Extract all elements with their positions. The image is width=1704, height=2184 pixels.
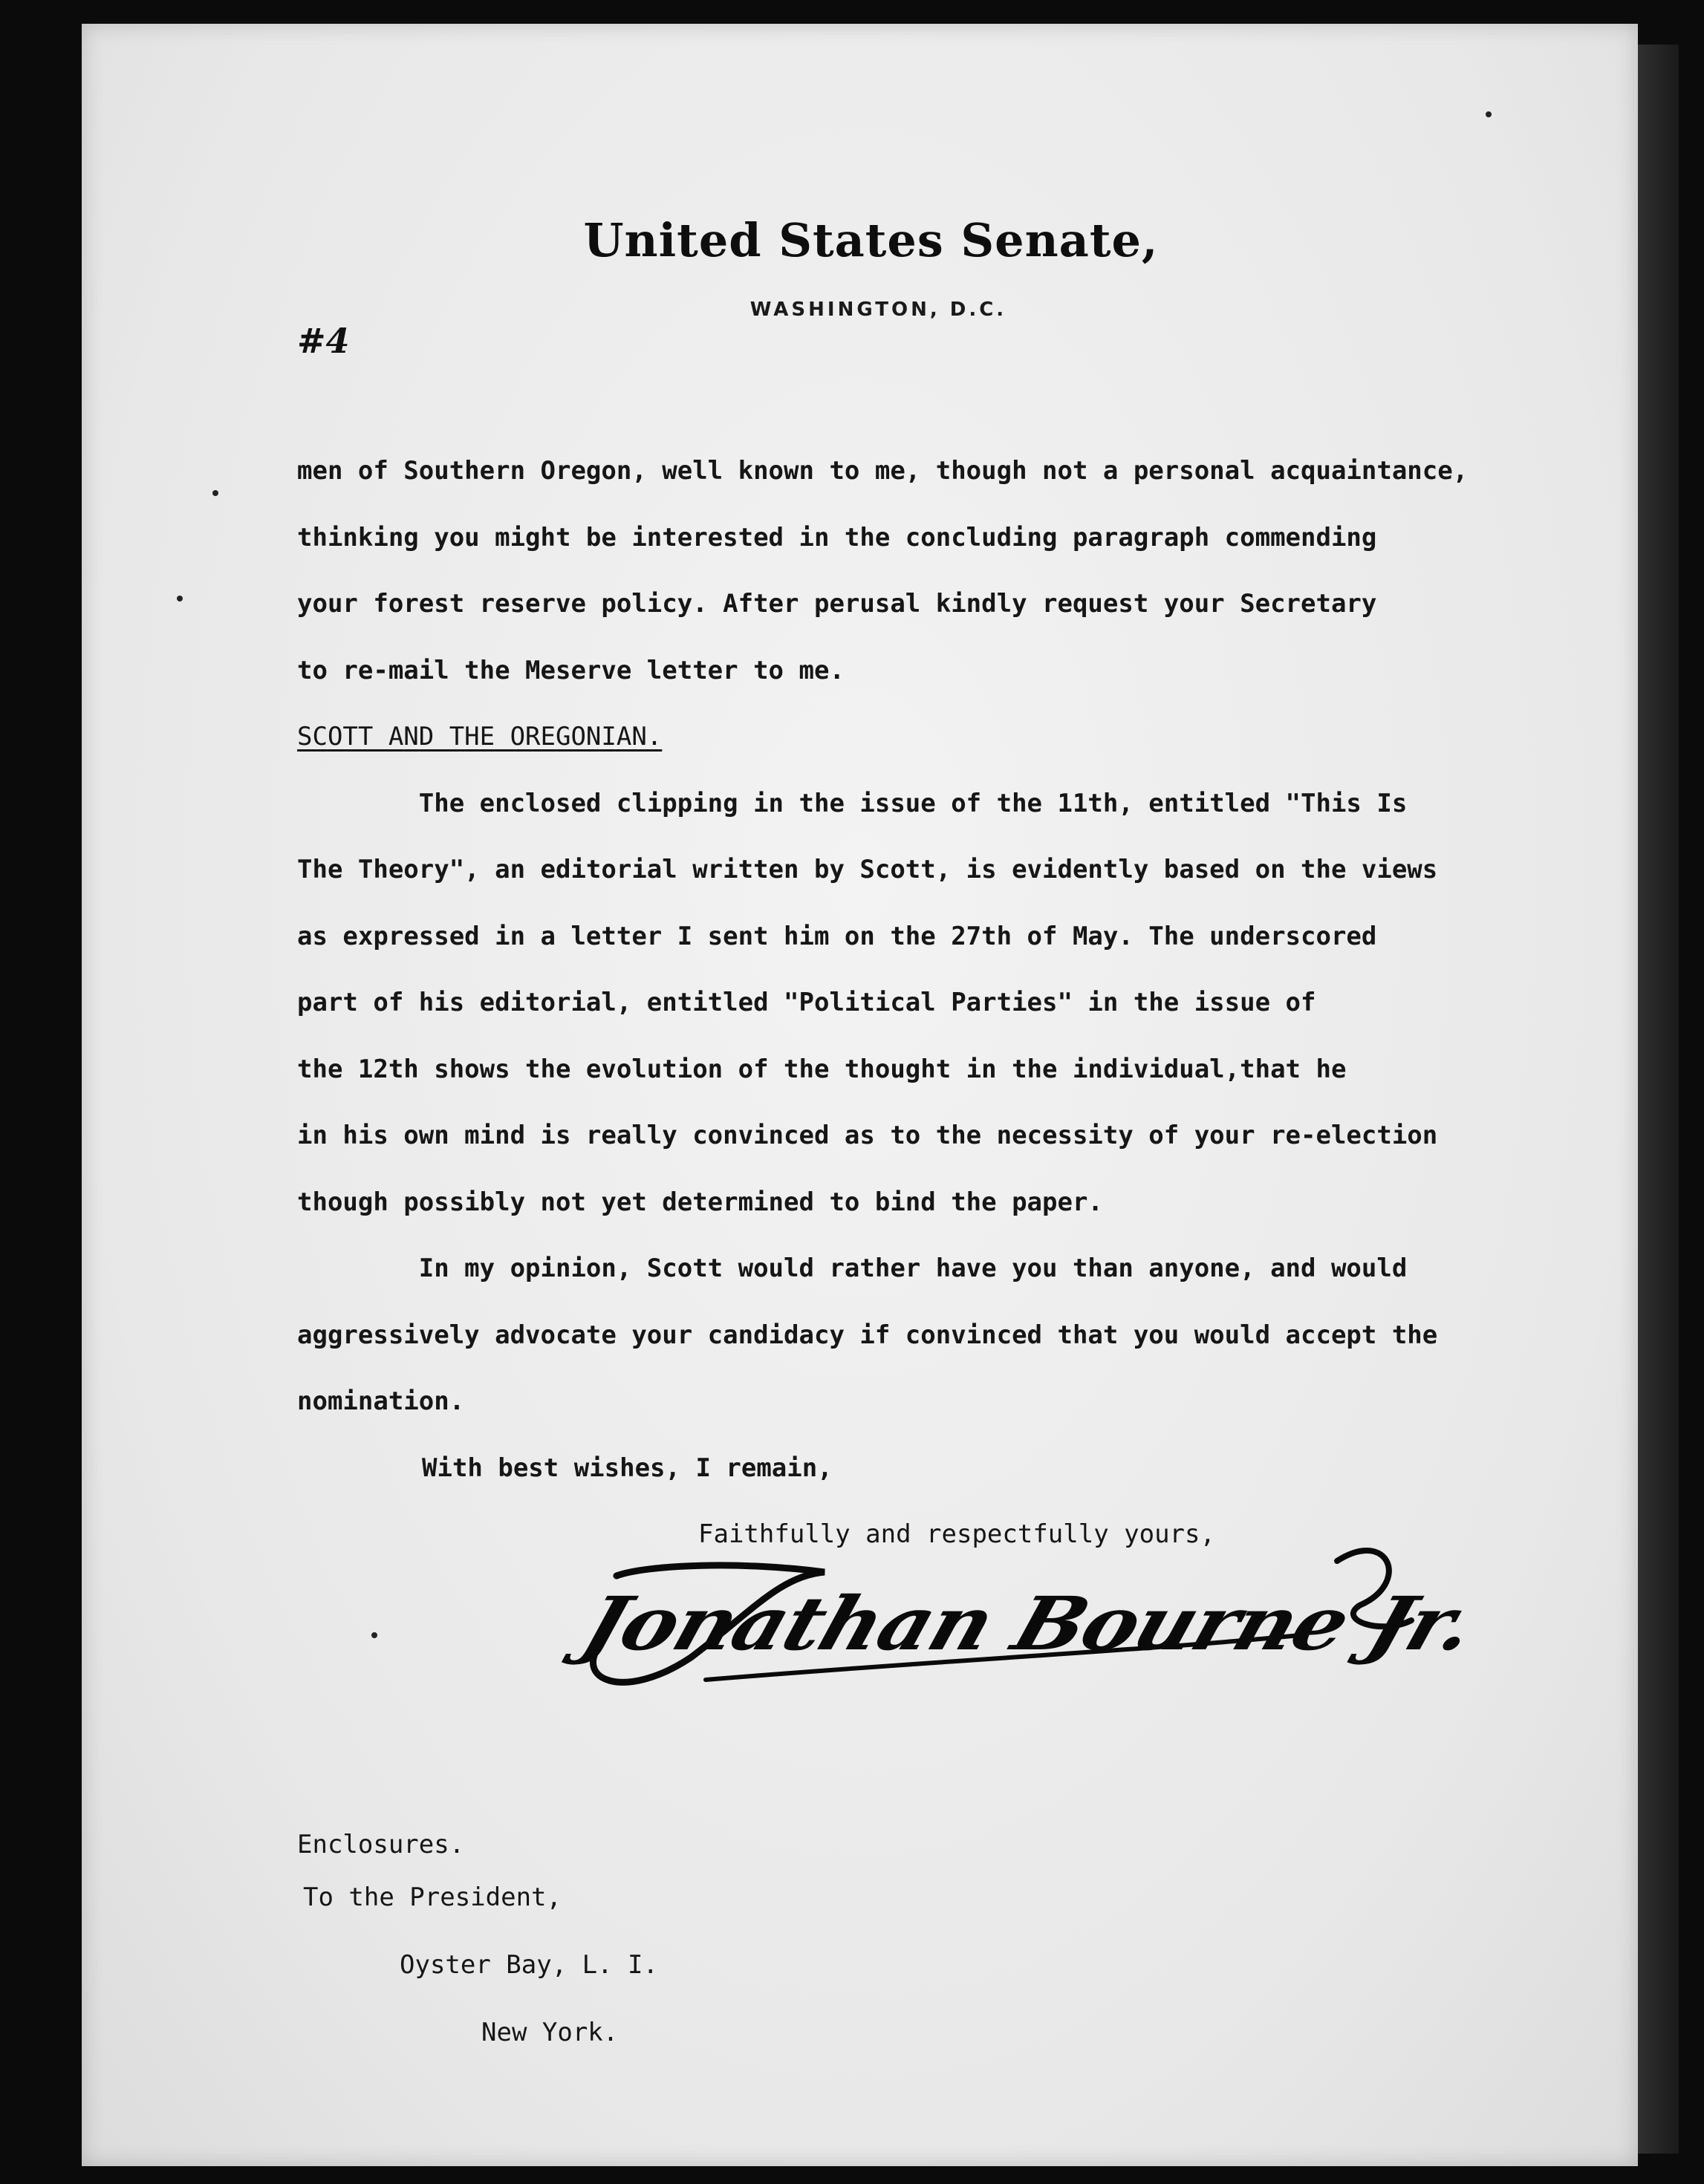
scan-speck [177, 596, 183, 602]
closing-line: With best wishes, I remain, [422, 1453, 833, 1483]
paragraph-2-line-1: The enclosed clipping in the issue of the 11th, entitled "This Is [297, 789, 1408, 818]
signature-text: Jonathan Bourne Jr. [573, 1580, 1485, 1667]
valediction: Faithfully and respectfully yours, [698, 1519, 1215, 1549]
paragraph-2-line-4: part of his editorial, entitled "Political Parties" in the issue of [297, 988, 1316, 1017]
paragraph-1-line-1: men of Southern Oregon, well known to me, though not a personal acquaintance, [297, 456, 1469, 486]
paragraph-2-line-6: in his own mind is really convinced as to the necessity of your re-election [297, 1121, 1438, 1150]
address-line-1: To the President, [303, 1883, 562, 1912]
letter-page [82, 24, 1638, 2166]
scan-speck [371, 1632, 377, 1638]
letterhead-location: WASHINGTON, D.C. [749, 299, 1007, 321]
address-line-2: Oyster Bay, L. I. [400, 1950, 658, 1980]
paragraph-2-line-7: though possibly not yet determined to bind the paper. [297, 1187, 1103, 1217]
paragraph-2-line-3: as expressed in a letter I sent him on the 27th of May. The underscored [297, 922, 1377, 951]
paragraph-2-line-2: The Theory", an editorial written by Scott, is evidently based on the views [297, 855, 1438, 884]
paragraph-3-line-3: nomination. [297, 1386, 465, 1416]
paragraph-2-line-5: the 12th shows the evolution of the thought in the individual,that he [297, 1054, 1347, 1084]
letterhead-title: United States Senate, [583, 213, 1159, 267]
paragraph-3-line-2: aggressively advocate your candidacy if convinced that you would accept the [297, 1320, 1438, 1350]
address-line-3: New York. [481, 2018, 619, 2047]
enclosures-note: Enclosures. [297, 1830, 465, 1859]
paragraph-1-line-4: to re-mail the Meserve letter to me. [297, 656, 845, 685]
section-heading: SCOTT AND THE OREGONIAN. [297, 722, 663, 752]
paragraph-1-line-2: thinking you might be interested in the concluding paragraph commending [297, 523, 1377, 552]
paragraph-1-line-3: your forest reserve policy. After perusal kindly request your Secretary [297, 589, 1377, 619]
scan-speck [212, 490, 218, 496]
page-number: #4 [297, 321, 350, 361]
scan-speck [1486, 111, 1492, 117]
paragraph-3-line-1: In my opinion, Scott would rather have you than anyone, and would [297, 1254, 1408, 1283]
letterhead [82, 213, 1638, 267]
signature [557, 1531, 1552, 1702]
